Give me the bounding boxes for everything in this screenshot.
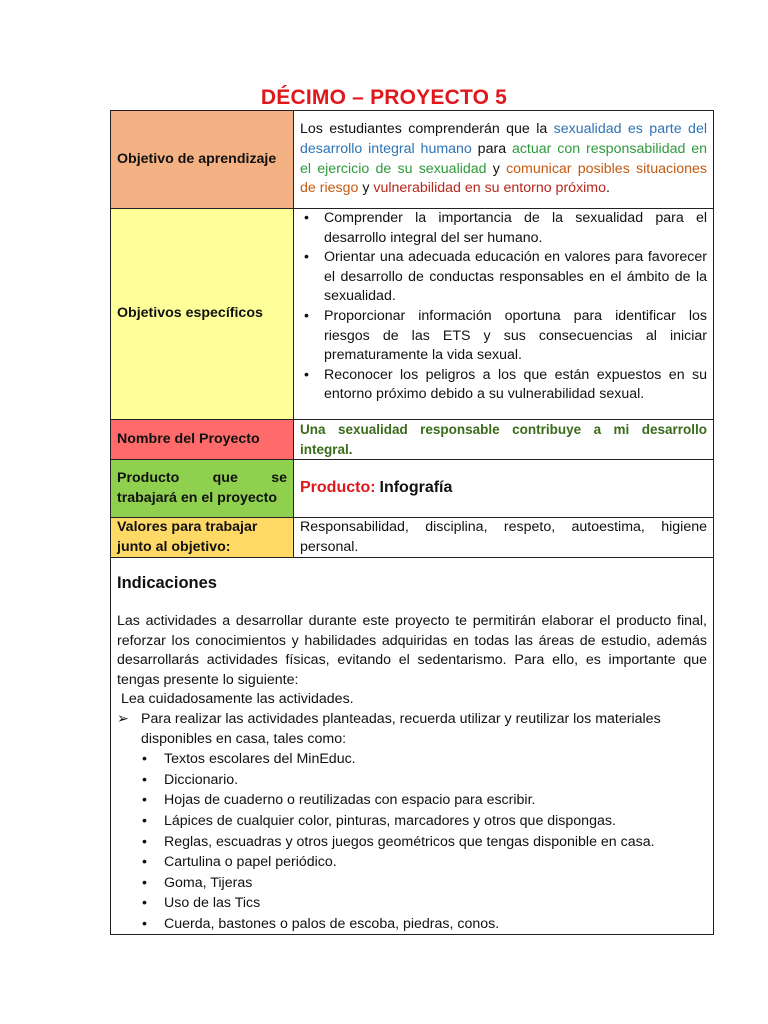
- value-objetivo-aprendizaje: [294, 111, 714, 209]
- label-objetivo-aprendizaje: Objetivo de aprendizaje: [111, 111, 294, 209]
- highlight-comunicar: comunicar posibles situaciones de riesgo: [300, 160, 707, 197]
- row-producto: [111, 460, 714, 518]
- arrow-bullet-icon: ➢: [117, 710, 129, 727]
- label-nombre-proyecto: Nombre del Proyecto: [111, 420, 294, 460]
- indicaciones-paragraph: Las actividades a desarrollar durante este proyecto te permitirán elaborar el producto final, reforzar los conocimientos y habilidades adquiridas en todas las áreas de estudio, además desarrollarás actividades físicas, evitando el sedentarismo. Para ello, es importante que tengas presente lo siguiente:: [117, 612, 707, 688]
- indicaciones-section: [111, 558, 714, 935]
- objectives-list: [300, 209, 707, 405]
- value-objetivos-especificos: [294, 209, 714, 420]
- list-item: • Reconocer los peligros a los que están expuestos en su entorno próximo debido a su vulnerabilidad sexual.: [324, 366, 707, 405]
- row-indicaciones: [111, 558, 714, 935]
- indicaciones-title: Indicaciones: [117, 574, 217, 593]
- project-table: [110, 110, 714, 935]
- highlight-vulnerabilidad: vulnerabilidad en su entorno próximo: [373, 180, 607, 197]
- row-valores: [111, 518, 714, 558]
- list-item: • Uso de las Tics: [164, 893, 707, 914]
- list-item: • Reglas, escuadras y otros juegos geométricos que tengas disponible en casa.: [164, 832, 707, 853]
- highlight-sexualidad: sexualidad es parte del desarrollo integral humano: [300, 121, 707, 157]
- list-item: • Goma, Tijeras: [164, 873, 707, 894]
- row-objetivo-aprendizaje: [111, 111, 714, 209]
- text-part: .: [606, 180, 610, 197]
- materials-intro-text: Para realizar las actividades planteadas, recuerda utilizar y reutilizar los materiales disponibles en casa, tales como:: [141, 710, 661, 747]
- label-valores: Valores para trabajar junto al objetivo:: [111, 518, 294, 558]
- producto-value: Infografía: [379, 479, 453, 497]
- label-producto: Producto que se trabajará en el proyecto: [111, 460, 294, 518]
- value-producto: [294, 460, 714, 518]
- highlight-actuar: actuar con responsabilidad en el ejercicio de su sexualidad: [300, 140, 707, 177]
- list-item: • Diccionario.: [164, 770, 707, 791]
- list-item: • Lápices de cualquier color, pinturas, marcadores y otros que dispongas.: [164, 811, 707, 832]
- label-objetivos-especificos: Objetivos específicos: [111, 209, 294, 420]
- value-valores: Responsabilidad, disciplina, respeto, autoestima, higiene personal.: [294, 518, 714, 558]
- list-item: • Cuerda, bastones o palos de escoba, piedras, conos.: [164, 914, 707, 935]
- row-objetivos-especificos: [111, 209, 714, 420]
- value-nombre-proyecto: Una sexualidad responsable contribuye a mi desarrollo integral.: [294, 420, 714, 460]
- list-item: • Proporcionar información oportuna para identificar los riesgos de las ETS y sus consecuencias al iniciar prematuramente la vida sexual.: [324, 307, 707, 366]
- row-nombre-proyecto: [111, 420, 714, 460]
- producto-label: Producto:: [300, 479, 376, 497]
- text-part: Los estudiantes comprenderán que la: [300, 121, 554, 138]
- text-part: y: [486, 160, 507, 177]
- list-item: • Textos escolares del MinEduc.: [164, 749, 707, 770]
- page-title: DÉCIMO – PROYECTO 5: [260, 86, 508, 109]
- read-instruction: Lea cuidadosamente las actividades.: [117, 691, 354, 708]
- text-part: para: [471, 140, 512, 157]
- list-item: • Orientar una adecuada educación en valores para favorecer el desarrollo de conductas responsables en el ámbito de la sexualidad.: [324, 248, 707, 307]
- list-item: • Hojas de cuaderno o reutilizadas con espacio para escribir.: [164, 790, 707, 811]
- materials-intro: [117, 710, 707, 749]
- list-item: • Cartulina o papel periódico.: [164, 852, 707, 873]
- text-part: y: [358, 180, 374, 197]
- list-item: • Comprender la importancia de la sexualidad para el desarrollo integral del ser humano.: [324, 209, 707, 248]
- materials-list: [117, 749, 707, 934]
